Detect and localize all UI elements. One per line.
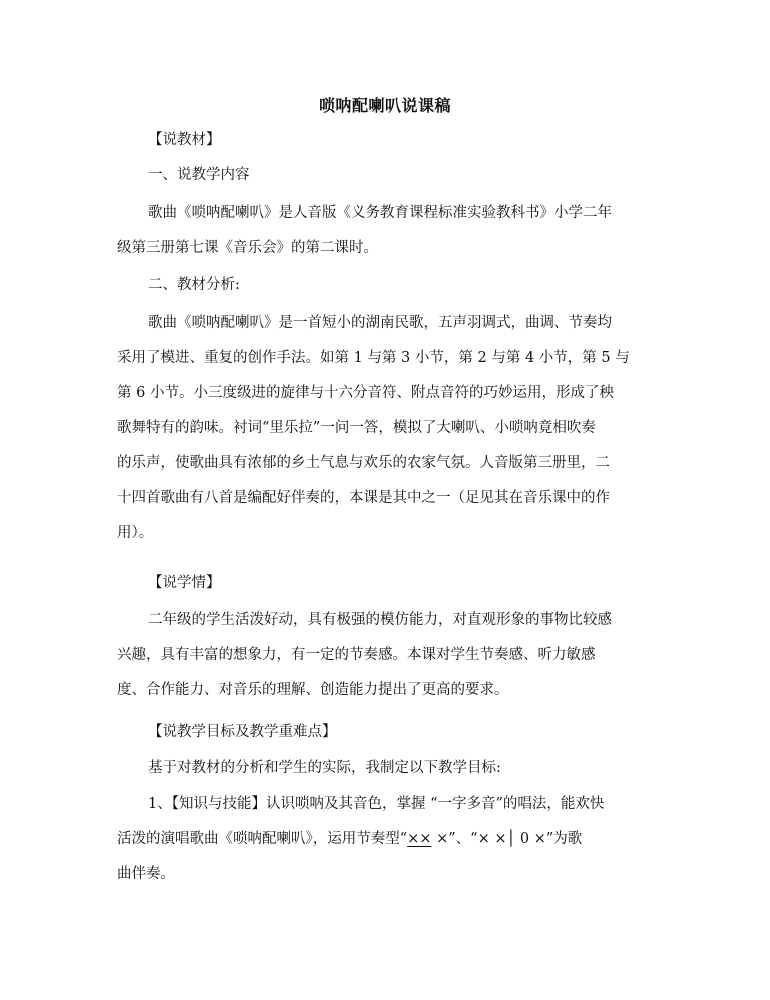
paragraph-line: 第 6 小节。小三度级进的旋律与十六分音符、附点音符的巧妙运用，形成了秧 (117, 385, 614, 401)
heading-text: 【说教材】 (148, 132, 221, 148)
paragraph-line: 采用了模进、重复的创作手法。如第 1 与第 3 小节，第 2 与第 4 小节，第 5 与 (117, 350, 630, 366)
paragraph-line: 度、合作能力、对音乐的理解、创造能力提出了更高的要求。 (117, 682, 509, 698)
paragraph-line: 歌曲《唢呐配喇叭》是人音版《义务教育课程标准实验教科书》小学二年 (148, 205, 612, 221)
subheading-text: 二、教材分析: (148, 277, 240, 293)
goal-text: ×”、“× ×│ 0 ×”为歌 (431, 831, 583, 847)
paragraph-goal-1 (117, 787, 657, 892)
section-heading-material (117, 123, 688, 158)
paragraph-line: 曲伴奏。 (117, 866, 175, 882)
paragraph-students (117, 603, 657, 708)
document-title: 唢呐配喇叭说课稿 (318, 96, 451, 115)
section-heading-goals (117, 715, 688, 750)
paragraph-line: 级第三册第七课《音乐会》的第二课时。 (117, 240, 378, 256)
paragraph-line (117, 822, 657, 857)
paragraph-line: 二年级的学生活泼好动，具有极强的模仿能力，对直观形象的事物比较感 (148, 612, 612, 628)
paragraph-line: 的乐声，使歌曲具有浓郁的乡土气息与欢乐的农家气氛。人音版第三册里，二 (117, 455, 610, 471)
paragraph-line: 歌舞特有的韵味。衬词“里乐拉”一问一答，模拟了大喇叭、小唢呐竟相吹奏 (117, 420, 596, 436)
paragraph-line: 用）。 (117, 525, 154, 541)
paragraph-teaching-content (117, 196, 657, 266)
heading-text: 【说教学目标及教学重难点】 (148, 724, 337, 740)
paragraph-line: 1、【知识与技能】认识唢呐及其音色，掌握 “一字多音”的唱法，能欢快 (148, 796, 605, 812)
subheading-analysis (117, 268, 688, 303)
rhythm-notation: ×× (407, 831, 432, 847)
subheading-text: 一、说教学内容 (148, 167, 250, 183)
paragraph-line: 十四首歌曲有八首是编配好伴奏的，本课是其中之一（足见其在音乐课中的作 (117, 490, 610, 506)
heading-text: 【说学情】 (148, 575, 221, 591)
paragraph-analysis (117, 306, 657, 551)
paragraph-line: 歌曲《唢呐配喇叭》是一首短小的湖南民歌，五声羽调式，曲调、节奏均 (148, 315, 612, 331)
paragraph-line: 兴趣，具有丰富的想象力，有一定的节奏感。本课对学生节奏感、听力敏感 (117, 647, 596, 663)
goal-text: 活泼的演唱歌曲《唢呐配喇叭》，运用节奏型“ (117, 831, 408, 847)
paragraph-line: 基于对教材的分析和学生的实际，我制定以下教学目标: (148, 760, 501, 776)
paragraph-goals-intro (117, 751, 688, 786)
section-heading-students (117, 566, 688, 601)
subheading-teaching-content (117, 158, 688, 193)
